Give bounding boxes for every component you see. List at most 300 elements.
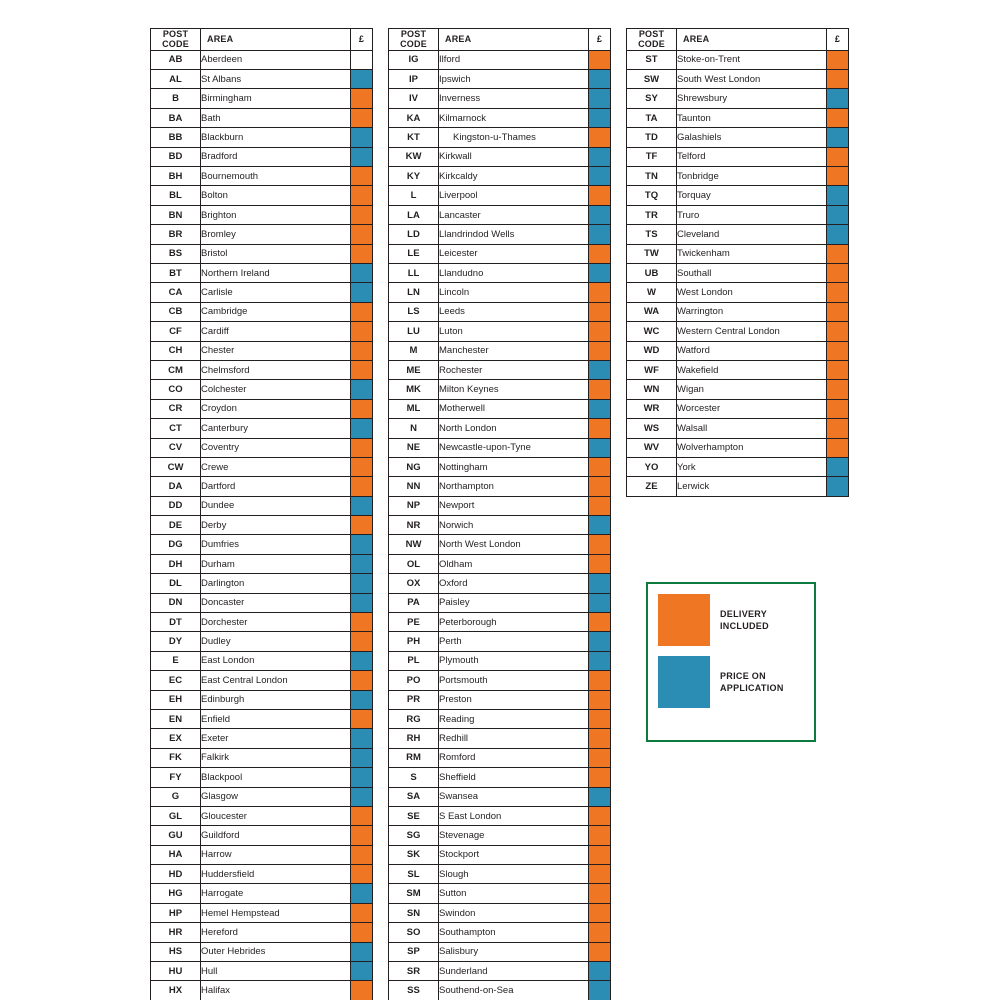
postcode-cell: HD [151,865,201,884]
postcode-columns [0,28,1000,1000]
area-cell: Kilmarnock [439,108,589,127]
status-swatch-blue [351,768,372,786]
area-cell: Hereford [201,923,351,942]
price-status-cell [827,108,849,127]
table-row [151,167,373,186]
postcode-cell: IV [389,89,439,108]
postcode-cell: DN [151,593,201,612]
status-swatch-orange [589,419,610,437]
price-status-cell [351,709,373,728]
area-cell: Exeter [201,729,351,748]
postcode-cell: WD [627,341,677,360]
status-swatch-orange [351,342,372,360]
area-cell: Reading [439,709,589,728]
area-cell: Galashiels [677,128,827,147]
price-status-cell [827,225,849,244]
area-cell: Chester [201,341,351,360]
area-cell: Watford [677,341,827,360]
table-row [627,108,849,127]
table-row [151,516,373,535]
area-cell: Gloucester [201,806,351,825]
area-cell: Shrewsbury [677,89,827,108]
status-swatch-orange [351,109,372,127]
price-status-cell [351,244,373,263]
postcode-cell: LL [389,263,439,282]
postcode-cell: WV [627,438,677,457]
price-status-cell [589,554,611,573]
price-status-cell [589,787,611,806]
postcode-cell: NP [389,496,439,515]
status-swatch-blue [589,89,610,107]
status-swatch-blue [351,943,372,961]
postcode-cell: LD [389,225,439,244]
status-swatch-orange [589,458,610,476]
area-cell: Ipswich [439,70,589,89]
area-cell: Twickenham [677,244,827,263]
price-status-cell [827,70,849,89]
postcode-cell: S [389,768,439,787]
price-status-cell [351,302,373,321]
price-status-cell [589,690,611,709]
status-swatch-blue [351,594,372,612]
table-row [389,806,611,825]
postcode-cell: BH [151,167,201,186]
postcode-cell: PH [389,632,439,651]
table-row [151,50,373,69]
price-status-cell [589,128,611,147]
status-swatch-blue [351,419,372,437]
status-swatch-blue [351,729,372,747]
table-row [151,457,373,476]
table-row [151,496,373,515]
status-swatch-blue [351,264,372,282]
price-status-cell [351,787,373,806]
price-status-cell [589,263,611,282]
postcode-cell: EX [151,729,201,748]
postcode-cell: E [151,651,201,670]
postcode-cell: UB [627,263,677,282]
status-swatch-orange [351,923,372,941]
table-row [389,923,611,942]
price-status-cell [351,962,373,981]
price-status-cell [351,981,373,1000]
legend-swatch-price-on-application [658,656,710,708]
table-row [389,768,611,787]
status-swatch-orange [351,322,372,340]
legend-item [648,646,814,708]
area-cell: Dartford [201,477,351,496]
postcode-cell: W [627,283,677,302]
status-swatch-blue [589,206,610,224]
table-row [389,186,611,205]
price-status-cell [351,128,373,147]
area-cell: Slough [439,865,589,884]
postcode-cell: WC [627,322,677,341]
table-row [389,399,611,418]
status-swatch-orange [827,303,848,321]
price-status-cell [589,962,611,981]
postcode-cell: RH [389,729,439,748]
status-swatch-orange [827,70,848,88]
price-status-cell [351,613,373,632]
header-postcode-line1: POST [162,29,189,39]
legend-label: DELIVERY INCLUDED [720,608,769,631]
postcode-cell: DL [151,574,201,593]
area-cell: West London [677,283,827,302]
area-cell: Telford [677,147,827,166]
price-status-cell [351,147,373,166]
area-cell: Ilford [439,50,589,69]
price-status-cell [827,128,849,147]
status-swatch-orange [351,206,372,224]
price-status-cell [589,671,611,690]
area-cell: Swansea [439,787,589,806]
postcode-cell: WA [627,302,677,321]
price-status-cell [827,89,849,108]
price-status-cell [589,574,611,593]
price-status-cell [827,438,849,457]
status-swatch-orange [589,710,610,728]
status-swatch-blue [589,652,610,670]
table-row [151,768,373,787]
price-status-cell [351,89,373,108]
postcode-cell: HA [151,845,201,864]
table-row [627,457,849,476]
postcode-column-2 [388,28,610,1000]
postcode-cell: HG [151,884,201,903]
status-swatch-blue [351,788,372,806]
price-status-cell [827,380,849,399]
postcode-cell: IG [389,50,439,69]
status-swatch-blue [351,535,372,553]
postcode-cell: SY [627,89,677,108]
postcode-cell: N [389,419,439,438]
price-status-cell [589,845,611,864]
postcode-cell: NW [389,535,439,554]
postcode-cell: BN [151,205,201,224]
postcode-cell: KA [389,108,439,127]
status-swatch-orange [589,342,610,360]
status-swatch-orange [351,186,372,204]
status-swatch-blue [827,89,848,107]
header-postcode [389,29,439,51]
status-swatch-blue [589,632,610,650]
area-cell: Lincoln [439,283,589,302]
table-header-row [627,29,849,51]
area-cell: Peterborough [439,613,589,632]
table-row [389,225,611,244]
table-row [151,186,373,205]
status-swatch-blue [827,206,848,224]
status-swatch-orange [589,943,610,961]
table-row [627,128,849,147]
price-status-cell [589,709,611,728]
postcode-cell: HX [151,981,201,1000]
area-cell: Luton [439,322,589,341]
table-row [151,535,373,554]
table-row [627,147,849,166]
status-swatch-orange [589,186,610,204]
table-row [151,302,373,321]
table-row [151,380,373,399]
price-status-cell [589,457,611,476]
price-status-cell [589,438,611,457]
table-row [627,302,849,321]
price-status-cell [827,360,849,379]
status-swatch-orange [351,613,372,631]
area-cell: Kirkcaldy [439,167,589,186]
postcode-cell: KY [389,167,439,186]
status-swatch-orange [827,109,848,127]
table-row [151,806,373,825]
table-row [389,651,611,670]
price-status-cell [351,554,373,573]
postcode-cell: CA [151,283,201,302]
area-cell: Dundee [201,496,351,515]
status-swatch-orange [589,245,610,263]
price-status-cell [351,322,373,341]
table-row [151,632,373,651]
status-swatch-none [351,51,372,69]
status-swatch-orange [589,865,610,883]
status-swatch-blue [827,477,848,495]
area-cell: Norwich [439,516,589,535]
price-status-cell [351,651,373,670]
price-status-cell [589,884,611,903]
price-status-cell [351,574,373,593]
postcode-cell: BS [151,244,201,263]
price-status-cell [351,671,373,690]
status-swatch-orange [827,264,848,282]
table-row [151,690,373,709]
postcode-cell: DA [151,477,201,496]
area-cell: Doncaster [201,593,351,612]
table-row [627,89,849,108]
table-row [151,283,373,302]
status-swatch-blue [351,574,372,592]
table-row [151,729,373,748]
price-status-cell [351,942,373,961]
postcode-cell: TF [627,147,677,166]
table-row [389,942,611,961]
table-row [627,186,849,205]
table-row [151,884,373,903]
postcode-cell: CM [151,360,201,379]
postcode-cell: CR [151,399,201,418]
status-swatch-orange [827,322,848,340]
status-swatch-orange [589,749,610,767]
area-cell: Darlington [201,574,351,593]
area-cell: Croydon [201,399,351,418]
table-row [389,865,611,884]
status-swatch-blue [589,962,610,980]
status-swatch-orange [827,342,848,360]
table-row [389,302,611,321]
area-cell: Falkirk [201,748,351,767]
postcode-cell: DE [151,516,201,535]
area-cell: Bromley [201,225,351,244]
legend-swatch-delivery-included [658,594,710,646]
table-row [389,535,611,554]
status-swatch-blue [827,225,848,243]
table-row [627,419,849,438]
price-status-cell [589,923,611,942]
area-cell: Manchester [439,341,589,360]
table-row [389,477,611,496]
postcode-cell: WS [627,419,677,438]
postcode-cell: FK [151,748,201,767]
postcode-cell: SN [389,903,439,922]
table-row [389,516,611,535]
area-cell: Wigan [677,380,827,399]
status-swatch-orange [589,613,610,631]
price-status-cell [589,147,611,166]
price-status-cell [351,826,373,845]
postcode-cell: HR [151,923,201,942]
table-row [627,205,849,224]
postcode-cell: CH [151,341,201,360]
status-swatch-orange [351,245,372,263]
table-row [389,205,611,224]
table-row [627,438,849,457]
postcode-cell: TN [627,167,677,186]
price-status-cell [589,70,611,89]
status-swatch-blue [827,128,848,146]
status-swatch-blue [589,516,610,534]
area-cell: Paisley [439,593,589,612]
table-row [151,613,373,632]
status-swatch-blue [351,497,372,515]
price-status-cell [589,535,611,554]
status-swatch-blue [589,574,610,592]
postcode-cell: M [389,341,439,360]
price-status-cell [589,903,611,922]
table-row [389,632,611,651]
postcode-cell: BT [151,263,201,282]
price-status-cell [351,419,373,438]
area-cell: Preston [439,690,589,709]
price-status-cell [351,748,373,767]
price-status-cell [351,225,373,244]
table-row [627,263,849,282]
postcode-cell: CW [151,457,201,476]
price-status-cell [589,360,611,379]
table-row [151,419,373,438]
postcode-cell: SS [389,981,439,1000]
price-status-cell [827,419,849,438]
postcode-cell: DH [151,554,201,573]
postcode-cell: SL [389,865,439,884]
status-swatch-blue [351,128,372,146]
price-status-cell [351,535,373,554]
area-cell: Coventry [201,438,351,457]
postcode-cell: BB [151,128,201,147]
table-row [151,962,373,981]
area-cell: Sheffield [439,768,589,787]
postcode-cell: SO [389,923,439,942]
postcode-cell: NE [389,438,439,457]
status-swatch-orange [589,555,610,573]
table-row [151,748,373,767]
table-row [389,70,611,89]
status-swatch-blue [351,962,372,980]
status-swatch-orange [351,516,372,534]
table-row [151,651,373,670]
status-swatch-orange [589,477,610,495]
area-cell: Warrington [677,302,827,321]
table-row [627,244,849,263]
price-status-cell [827,341,849,360]
header-postcode [151,29,201,51]
postcode-cell: LU [389,322,439,341]
table-row [151,244,373,263]
status-swatch-orange [351,400,372,418]
area-cell: Leeds [439,302,589,321]
status-swatch-orange [589,51,610,69]
price-status-cell [589,942,611,961]
price-status-cell [827,205,849,224]
postcode-cell: LE [389,244,439,263]
price-status-cell [351,341,373,360]
postcode-cell: EH [151,690,201,709]
postcode-cell: DD [151,496,201,515]
status-swatch-orange [827,419,848,437]
postcode-cell: AB [151,50,201,69]
postcode-cell: CO [151,380,201,399]
area-cell: Newcastle-upon-Tyne [439,438,589,457]
price-status-cell [351,496,373,515]
postcode-cell: NG [389,457,439,476]
status-swatch-orange [351,361,372,379]
price-status-cell [351,167,373,186]
postcode-cell: CF [151,322,201,341]
header-postcode-line1: POST [400,29,427,39]
price-status-cell [351,205,373,224]
area-cell: Truro [677,205,827,224]
price-status-cell [589,302,611,321]
price-status-cell [351,263,373,282]
status-swatch-orange [589,923,610,941]
status-swatch-orange [589,904,610,922]
postcode-cell: L [389,186,439,205]
header-price: £ [827,29,849,51]
postcode-cell: BD [151,147,201,166]
area-cell: Wolverhampton [677,438,827,457]
area-cell: Glasgow [201,787,351,806]
area-cell: Taunton [677,108,827,127]
price-status-cell [827,244,849,263]
area-cell: Birmingham [201,89,351,108]
table-row [389,671,611,690]
table-row [151,89,373,108]
area-cell: Southend-on-Sea [439,981,589,1000]
table-row [151,438,373,457]
area-cell: Carlisle [201,283,351,302]
table-row [389,380,611,399]
table-row [151,70,373,89]
postcode-column-1 [150,28,372,1000]
postcode-cell: PO [389,671,439,690]
postcode-cell: YO [627,457,677,476]
area-cell: Swindon [439,903,589,922]
area-cell: Walsall [677,419,827,438]
header-postcode [627,29,677,51]
postcode-cell: FY [151,768,201,787]
postcode-cell: AL [151,70,201,89]
price-status-cell [827,263,849,282]
area-cell: Bath [201,108,351,127]
area-cell: Cambridge [201,302,351,321]
